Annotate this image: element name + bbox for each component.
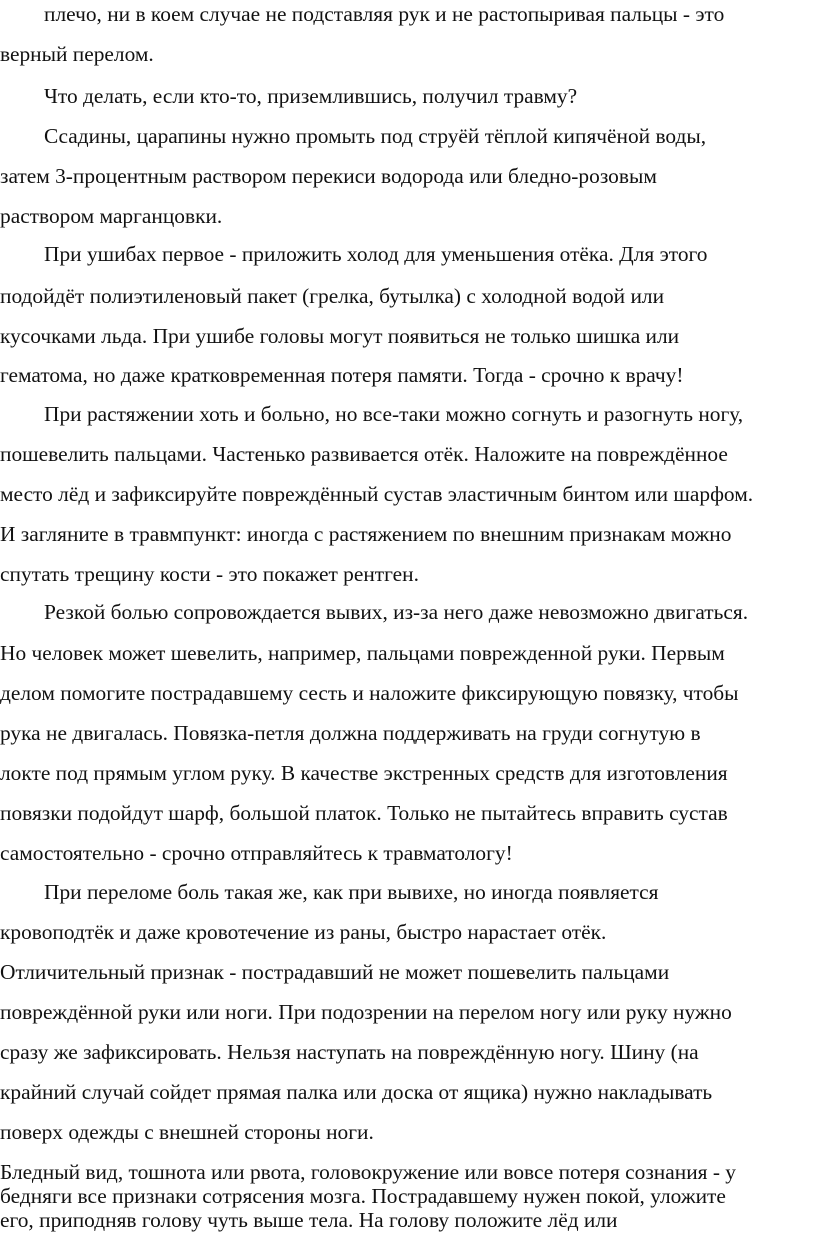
- text-line: При переломе боль такая же, как при вывихе, но иногда появляется: [44, 880, 659, 904]
- text-line: локте под прямым углом руку. В качестве экстренных средств для изготовления: [0, 761, 728, 785]
- text-line: повреждённой руки или ноги. При подозрении на перелом ногу или руку нужно: [0, 1000, 732, 1024]
- text-line: Но человек может шевелить, например, пальцами поврежденной руки. Первым: [0, 641, 725, 665]
- text-line: При ушибах первое - приложить холод для уменьшения отёка. Для этого: [44, 242, 708, 266]
- text-line: Отличительный признак - пострадавший не может пошевелить пальцами: [0, 960, 670, 984]
- text-line: Ссадины, царапины нужно промыть под струёй тёплой кипячёной воды,: [44, 124, 707, 148]
- text-line: плечо, ни в коем случае не подставляя рук и не растопыривая пальцы - это: [44, 2, 725, 26]
- text-line: пошевелить пальцами. Частенько развивается отёк. Наложите на повреждённое: [0, 442, 728, 466]
- text-line: И загляните в травмпункт: иногда с растяжением по внешним признакам можно: [0, 522, 732, 546]
- text-line: бедняги все признаки сотрясения мозга. Пострадавшему нужен покой, уложите: [0, 1184, 726, 1208]
- text-line: его, приподняв голову чуть выше тела. На голову положите лёд или: [0, 1208, 618, 1232]
- text-line: верный перелом.: [0, 42, 154, 66]
- text-line: затем 3-процентным раствором перекиси водорода или бледно-розовым: [0, 164, 657, 188]
- text-line: спутать трещину кости - это покажет рентген.: [0, 562, 419, 586]
- text-line: Что делать, если кто-то, приземлившись, получил травму?: [44, 84, 578, 108]
- text-line: раствором марганцовки.: [0, 204, 223, 228]
- text-line: кровоподтёк и даже кровотечение из раны, быстро нарастает отёк.: [0, 920, 607, 944]
- text-line: повязки подойдут шарф, большой платок. Только не пытайтесь вправить сустав: [0, 801, 728, 825]
- text-line: Резкой болью сопровождается вывих, из-за него даже невозможно двигаться.: [44, 600, 749, 624]
- text-line: рука не двигалась. Повязка-петля должна поддерживать на груди согнутую в: [0, 721, 701, 745]
- text-line: кусочками льда. При ушибе головы могут появиться не только шишка или: [0, 324, 680, 348]
- text-line: Бледный вид, тошнота или рвота, головокружение или вовсе потеря сознания - у: [0, 1160, 737, 1184]
- text-line: подойдёт полиэтиленовый пакет (грелка, бутылка) с холодной водой или: [0, 284, 665, 308]
- text-line: место лёд и зафиксируйте повреждённый сустав эластичным бинтом или шарфом.: [0, 482, 754, 506]
- text-line: делом помогите пострадавшему сесть и наложите фиксирующую повязку, чтобы: [0, 681, 739, 705]
- text-line: крайний случай сойдет прямая палка или доска от ящика) нужно накладывать: [0, 1080, 713, 1104]
- text-line: самостоятельно - срочно отправляйтесь к травматологу!: [0, 841, 513, 865]
- text-line: При растяжении хоть и больно, но все-таки можно согнуть и разогнуть ногу,: [44, 402, 744, 426]
- text-line: сразу же зафиксировать. Нельзя наступать на повреждённую ногу. Шину (на: [0, 1040, 699, 1064]
- text-line: гематома, но даже кратковременная потеря памяти. Тогда - срочно к врачу!: [0, 363, 684, 387]
- text-line: поверх одежды с внешней стороны ноги.: [0, 1120, 374, 1144]
